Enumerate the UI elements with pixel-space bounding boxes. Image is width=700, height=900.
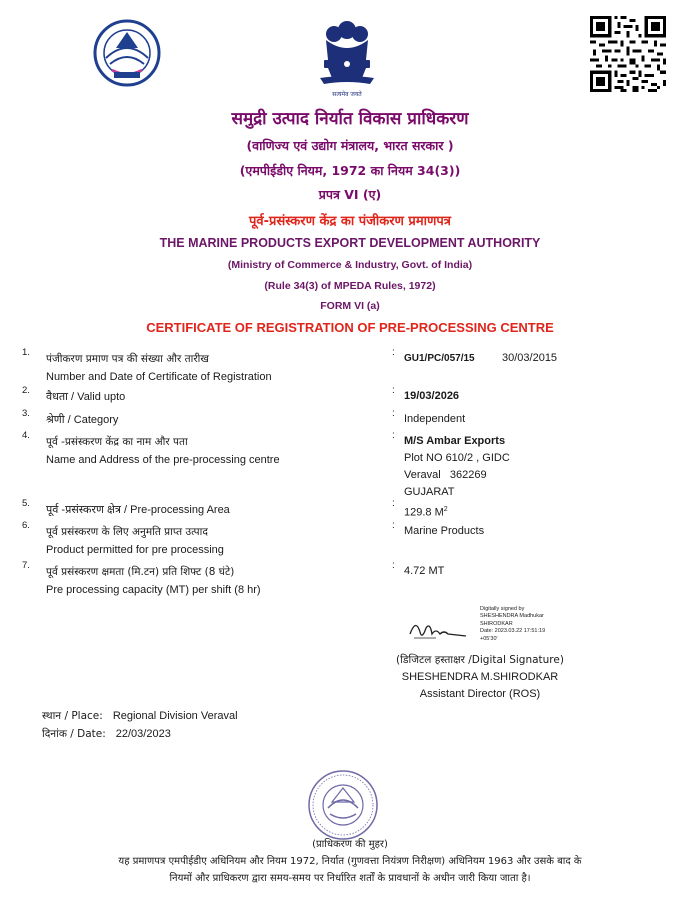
address-block <box>404 433 510 501</box>
authority-seal <box>306 768 380 842</box>
digital-signature-details <box>480 606 545 643</box>
field-label-hindi: पूर्व प्रसंस्करण के लिए अनुमति प्राप्त उत्पाद <box>46 526 208 538</box>
field-label-hindi: पंजीकरण प्रमाण पत्र की संख्या और तारीख <box>46 353 209 365</box>
form-english: FORM VI (a) <box>320 300 380 312</box>
field-label: वैधता / Valid upto <box>46 391 126 403</box>
authority-title-hindi: समुद्री उत्पाद निर्यात विकास प्राधिकरण <box>231 109 469 129</box>
seal-label: (प्राधिकरण की मुहर) <box>312 839 388 850</box>
address-line: Plot NO 610/2 , GIDC <box>404 452 510 464</box>
field-label: पूर्व -प्रसंस्करण क्षेत्र / Pre-processing Area <box>46 504 230 516</box>
signatory-name: SHESHENDRA M.SHIRODKAR <box>401 671 559 683</box>
company-name: M/S Ambar Exports <box>404 435 506 447</box>
area-value: 129.8 M <box>404 506 444 519</box>
field-colon: : <box>392 520 395 531</box>
registration-date: 30/03/2015 <box>502 352 558 364</box>
place-value: Regional Division Veraval <box>112 710 238 722</box>
signature-scribble <box>406 614 470 644</box>
signatory-block <box>380 652 580 703</box>
field-number: 1. <box>22 347 30 358</box>
rule-english: (Rule 34(3) of MPEDA Rules, 1972) <box>264 280 436 292</box>
rule-hindi: (एमपीईडीए नियम, 1972 का नियम 34(3)) <box>239 163 461 178</box>
field-colon: : <box>392 498 395 509</box>
field-number: 2. <box>22 385 30 396</box>
signature-caption: (डिजिटल हस्ताक्षर /Digital Signature) <box>396 654 564 666</box>
signature-meta-line: SHESHENDRA Madhukar <box>480 613 544 620</box>
certificate-title-english: CERTIFICATE OF REGISTRATION OF PRE-PROCESSING CENTRE <box>146 320 554 335</box>
address-line: GUJARAT <box>404 486 455 498</box>
qr-code <box>590 16 666 92</box>
signatory-designation: Assistant Director (ROS) <box>419 688 541 700</box>
field-colon: : <box>392 347 395 358</box>
field-label-english: Name and Address of the pre-processing centre <box>46 454 280 466</box>
signature-meta-line: Date: 2023.03.22 17:51:19 <box>480 628 546 635</box>
field-label-english: Pre processing capacity (MT) per shift (8 hr) <box>46 584 261 596</box>
valid-upto-value: 19/03/2026 <box>404 390 460 402</box>
field-number: 3. <box>22 408 30 419</box>
date-label: दिनांक / Date: <box>42 728 106 740</box>
place-date-block <box>42 707 238 743</box>
footer-note-line: यह प्रमाणपत्र एमपीईडीए अधिनियम और नियम 1972, निर्यात (गुणवत्ता नियंत्रण निरीक्षण) अधिनियम 1963 और उसके बाद के <box>118 856 582 867</box>
form-hindi: प्रपत्र VI (ए) <box>318 187 382 202</box>
field-label-hindi: पूर्व प्रसंस्करण क्षमता (मि.टन) प्रति शिफ्ट (8 घंटे) <box>46 566 235 578</box>
place-label: स्थान / Place: <box>42 710 103 722</box>
field-number: 5. <box>22 498 30 509</box>
certificate-title-hindi: पूर्व-प्रसंस्करण केंद्र का पंजीकरण प्रमाणपत्र <box>249 214 451 229</box>
category-value: Independent <box>404 413 466 425</box>
field-colon: : <box>392 408 395 419</box>
ministry-hindi: (वाणिज्य एवं उद्योग मंत्रालय, भारत सरकार ) <box>246 138 454 153</box>
field-colon: : <box>392 430 395 441</box>
capacity-value: 4.72 MT <box>404 565 445 577</box>
field-colon: : <box>392 385 395 396</box>
mpeda-logo <box>92 18 162 88</box>
date-value: 22/03/2023 <box>115 728 171 740</box>
field-number: 4. <box>22 430 30 441</box>
field-colon: : <box>392 560 395 571</box>
field-label-hindi: पूर्व -प्रसंस्करण केंद्र का नाम और पता <box>46 436 188 448</box>
products-value: Marine Products <box>404 525 485 537</box>
signature-meta-line: Digitally signed by <box>480 606 525 612</box>
footer-note-line: नियमों और प्राधिकरण द्वारा समय-समय पर निर्धारित शर्तों के प्रावधानों के अधीन जारी किया जाता है। <box>169 873 531 884</box>
authority-title-english: THE MARINE PRODUCTS EXPORT DEVELOPMENT AUTHORITY <box>159 236 541 250</box>
address-line: Veraval 362269 <box>404 469 487 481</box>
national-emblem <box>310 16 384 100</box>
emblem-motto: सत्यमेव जयते <box>332 91 362 98</box>
field-number: 7. <box>22 560 30 571</box>
signature-meta-line: SHIRODKAR <box>480 620 513 627</box>
field-number: 6. <box>22 520 30 531</box>
field-label: श्रेणी / Category <box>46 414 119 426</box>
field-label-english: Product permitted for pre processing <box>46 544 224 556</box>
area-unit-superscript: 2 <box>443 506 448 513</box>
field-label-english: Number and Date of Certificate of Registration <box>46 371 272 383</box>
signature-meta-line: +05'30' <box>480 635 498 642</box>
registration-number: GU1/PC/057/15 <box>404 353 475 364</box>
ministry-english: (Ministry of Commerce & Industry, Govt. of India) <box>227 259 473 271</box>
